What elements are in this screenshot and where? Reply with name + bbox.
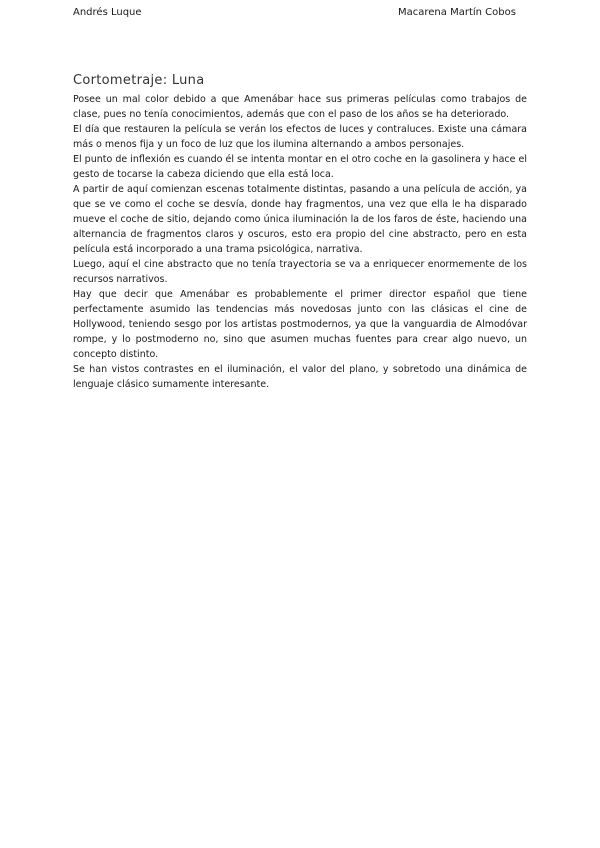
document-title: Cortometraje: Luna [73,73,205,88]
paragraph: Se han vistos contrastes en el iluminación, el valor del plano, y sobretodo una dinámica de lenguaje clásico sumamente interesante. [73,364,527,390]
header-author-left: Andrés Luque [73,7,142,18]
paragraph: El punto de inflexión es cuando él se intenta montar en el otro coche en la gasolinera y hace el gesto de tocarse la cabeza diciendo que ella está loca. [73,154,527,180]
paragraph: Hay que decir que Amenábar es probablemente el primer director español que tiene perfectamente asumido las tendencias más novedosas junto con las clásicas el cine de Hollywood, teniendo sesgo por los artistas postmodernos, ya que la vanguardia de Almodóvar rompe, y lo postmoderno no, sino que asumen muchas fuentes para crear algo nuevo, un concepto distinto. [73,289,527,360]
document-body [73,92,527,392]
paragraph: El día que restauren la película se verán los efectos de luces y contraluces. Existe una cámara más o menos fija y un foco de luz que los ilumina alternando a ambos personajes. [73,124,527,150]
paragraph: Posee un mal color debido a que Amenábar hace sus primeras películas como trabajos de clase, pues no tenía conocimientos, además que con el paso de los años se ha deteriorado. [73,94,527,120]
paragraph: Luego, aquí el cine abstracto que no tenía trayectoria se va a enriquecer enormemente de los recursos narrativos. [73,259,527,285]
paragraph: A partir de aquí comienzan escenas totalmente distintas, pasando a una película de acción, ya que se ve como el coche se desvía, donde hay fragmentos, una vez que ella le ha disparado mueve el coche de sitio, dejando como única iluminación la de los faros de éste, haciendo una alternancia de fragmentos claros y oscuros, esto era propio del cine abstracto, pero en esta película está incorporado a una trama psicológica, narrativa. [73,184,527,255]
header-author-right: Macarena Martín Cobos [398,7,516,18]
